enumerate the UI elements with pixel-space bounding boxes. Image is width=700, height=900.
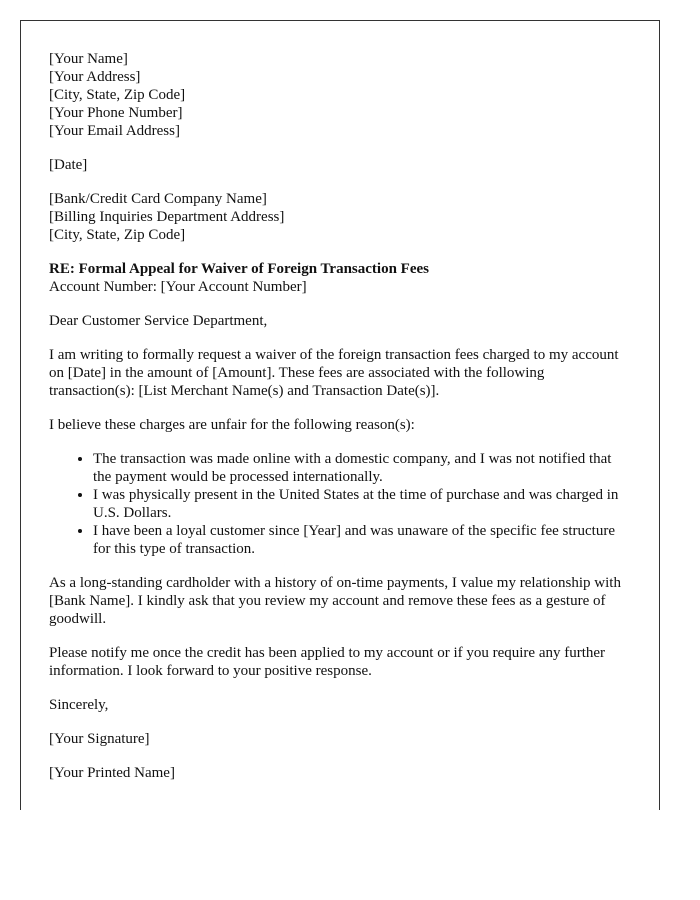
sender-address: [Your Address] (49, 69, 141, 85)
sender-phone: [Your Phone Number] (49, 105, 183, 121)
reasons-list (49, 450, 631, 558)
signature: [Your Signature] (49, 731, 150, 747)
printed-name: [Your Printed Name] (49, 765, 175, 781)
closing: Sincerely, (49, 697, 109, 713)
paragraph-reasons-intro: I believe these charges are unfair for the following reason(s): (49, 417, 415, 433)
reason-item: • I was physically present in the United States at the time of purchase and was charged in U.S. Dollars. (93, 486, 631, 522)
recipient-address: [Billing Inquiries Department Address] (49, 209, 285, 225)
sender-block (49, 50, 631, 140)
recipient-block (49, 190, 631, 244)
paragraph-request: I am writing to formally request a waiver of the foreign transaction fees charged to my account on [Date] in the amount of [Amount]. These fees are associated with the following transaction(s): [List Merchant Name(s) and Transaction Date(s)]. (49, 347, 619, 399)
reason-item: • I have been a loyal customer since [Year] and was unaware of the specific fee structure for this type of transaction. (93, 522, 631, 558)
subject-block (49, 260, 631, 296)
salutation: Dear Customer Service Department, (49, 313, 268, 329)
sender-city: [City, State, Zip Code] (49, 87, 186, 103)
reason-item: • The transaction was made online with a domestic company, and I was not notified that the payment would be processed internationally. (93, 450, 631, 486)
letter-date: [Date] (49, 157, 88, 173)
recipient-company: [Bank/Credit Card Company Name] (49, 191, 267, 207)
paragraph-followup: Please notify me once the credit has been applied to my account or if you require any further information. I look forward to your positive response. (49, 645, 606, 679)
sender-name: [Your Name] (49, 51, 128, 67)
paragraph-goodwill: As a long-standing cardholder with a history of on-time payments, I value my relationship with [Bank Name]. I kindly ask that you review my account and remove these fees as a gesture of goodwill. (49, 575, 621, 627)
recipient-city: [City, State, Zip Code] (49, 227, 186, 243)
sender-email: [Your Email Address] (49, 123, 180, 139)
subject-line: RE: Formal Appeal for Waiver of Foreign Transaction Fees (49, 261, 429, 277)
account-number: Account Number: [Your Account Number] (49, 279, 307, 295)
letter-page (20, 20, 660, 810)
